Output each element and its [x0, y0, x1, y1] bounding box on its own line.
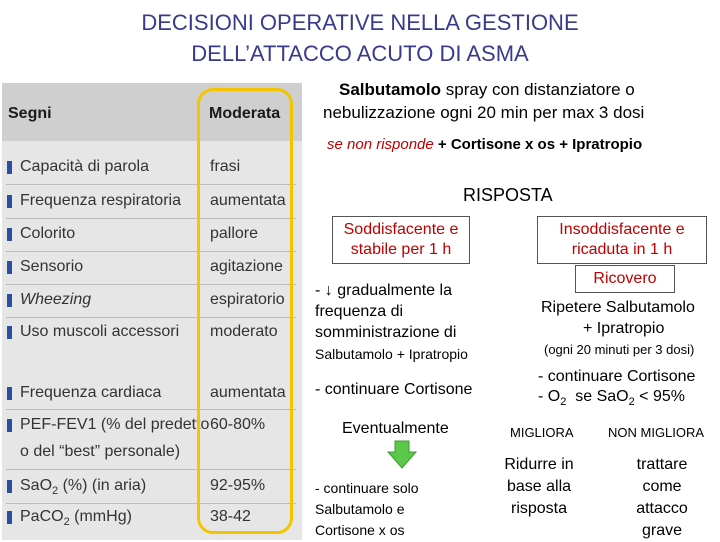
repeat-line2: + Ipratropio: [583, 320, 665, 337]
no-response-line: se non risponde + Cortisone x os + Ipratropio: [327, 136, 643, 153]
not-improves-line3: attacco: [636, 500, 688, 517]
treatment-line2: nebulizzazione ogni 20 min per max 3 dosi: [323, 103, 645, 122]
satisfactory-box: [332, 216, 470, 264]
improves-line2: base alla: [506, 478, 572, 495]
sign-resp-rate: Frequenza respiratoria: [20, 192, 181, 209]
sign-paco2: PaCO$_2$ (mmHg): [20, 508, 132, 529]
good-step1-line4: Salbutamolo + Ipratropio: [315, 346, 468, 362]
sign-sensorium: Sensorio: [20, 258, 84, 275]
value-paco2: 38-42: [210, 508, 251, 525]
sign-pef-fev1-cont: o del “best” personale): [20, 443, 181, 460]
not-improves-line4: grave: [641, 522, 683, 539]
row-bullet-icon: [7, 195, 12, 208]
improves-label: MIGLIORA: [510, 425, 574, 440]
value-accessory-muscles: moderato: [210, 323, 278, 340]
treatment-line1: Salbutamolo spray con distanziatore o: [339, 80, 635, 99]
response-label: RISPOSTA: [463, 185, 553, 205]
row-bullet-icon: [7, 480, 12, 493]
value-heart-rate: aumentata: [210, 384, 286, 401]
sign-speech: Capacità di parola: [20, 158, 149, 175]
sign-pef-fev1: PEF-FEV1 (% del predetto: [20, 416, 210, 433]
row-bullet-icon: [7, 261, 12, 274]
unsatisfactory-line1: Insoddisfacente e: [559, 221, 685, 238]
row-bullet-icon: [7, 511, 12, 524]
improves-line1: Ridurre in: [504, 456, 574, 473]
row-bullet-icon: [7, 387, 12, 400]
row-bullet-icon: [7, 326, 12, 339]
sign-color: Colorito: [20, 225, 76, 242]
admission-box: Ricovero: [575, 265, 675, 293]
row-bullet-icon: [7, 419, 12, 432]
unsatisfactory-line2: ricaduta in 1 h: [571, 241, 673, 258]
good-step1-line3: somministrazione di: [315, 324, 457, 341]
good-step3-line1: - continuare solo: [315, 480, 419, 496]
sign-wheezing: Wheezing: [20, 291, 92, 308]
bad-continue-line2: - $O_2$ se SaO$_2$ < 95%: [538, 388, 685, 409]
moderate-highlight: [197, 88, 293, 534]
value-pef-fev1: 60-80%: [210, 416, 266, 433]
value-speech: frasi: [210, 158, 241, 175]
down-arrow-icon: [387, 440, 417, 470]
row-bullet-icon: [7, 294, 12, 307]
good-step1-line1: - ↓ gradualmente la: [315, 282, 452, 299]
repeat-line1: Ripetere Salbutamolo: [541, 299, 695, 316]
sign-accessory-muscles: Uso muscoli accessori: [20, 323, 180, 340]
good-step2: - continuare Cortisone: [315, 381, 473, 398]
not-improves-line2: come: [642, 478, 682, 495]
value-resp-rate: aumentata: [210, 192, 286, 209]
improves-action: [495, 454, 583, 520]
bad-continue-line1: - continuare Cortisone: [538, 368, 696, 385]
sign-heart-rate: Frequenza cardiaca: [20, 384, 162, 401]
eventually-label: Eventualmente: [342, 420, 449, 437]
row-bullet-icon: [7, 161, 12, 174]
row-bullet-icon: [7, 228, 12, 241]
header-signs: Segni: [8, 105, 52, 122]
not-improves-action: [617, 454, 707, 542]
satisfactory-line1: Soddisfacente e: [343, 221, 459, 238]
sign-sao2: SaO$_2$ (%) (in aria): [20, 477, 147, 498]
good-step1-line2: frequenza di: [315, 303, 404, 320]
value-sao2: 92-95%: [210, 477, 266, 494]
satisfactory-line2: stabile per 1 h: [350, 241, 452, 258]
improves-line3: risposta: [510, 500, 568, 517]
not-improves-line1: trattare: [636, 456, 688, 473]
value-wheezing: espiratorio: [210, 291, 285, 308]
good-step3-line3: Cortisone x os: [315, 522, 405, 538]
page-title-line2: DELL’ATTACCO ACUTO DI ASMA: [191, 41, 529, 66]
unsatisfactory-box: [537, 216, 707, 264]
repeat-note: (ogni 20 minuti per 3 dosi): [544, 342, 695, 357]
header-moderate: Moderata: [209, 105, 281, 122]
page-title-line1: DECISIONI OPERATIVE NELLA GESTIONE: [141, 10, 579, 35]
good-step3-line2: Salbutamolo e: [315, 501, 405, 517]
value-color: pallore: [210, 225, 259, 242]
not-improves-label: NON MIGLIORA: [608, 425, 705, 440]
value-sensorium: agitazione: [210, 258, 283, 275]
